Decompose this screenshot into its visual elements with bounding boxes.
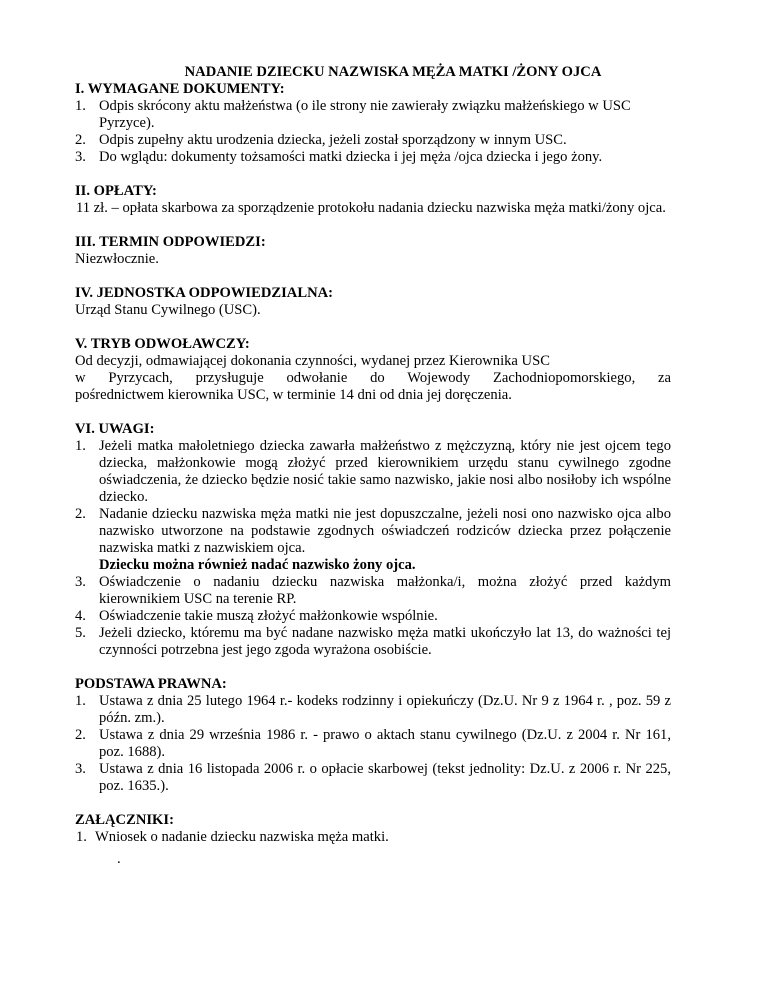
list-item-number: 3. [75,574,86,590]
required-documents-list [75,98,671,166]
section-required-documents [75,81,671,166]
fees-text: 11 zł. – opłata skarbowa za sporządzenie protokołu nadania dziecku nazwiska męża matki/żony ojca. [76,200,666,216]
list-item [76,829,671,846]
list-item-number: 1. [76,829,87,845]
list-item-text: Jeżeli dziecko, któremu ma być nadane nazwisko męża matki ukończyło lat 13, do ważności tej czynności potrzebna jest jego zgoda wyrażona osobiście. [99,625,671,658]
trailing-dot: . [117,851,121,867]
section-heading: PODSTAWA PRAWNA: [75,676,227,692]
section-heading: V. TRYB ODWOŁAWCZY: [75,336,250,352]
section-heading: VI. UWAGI: [75,421,155,437]
list-item [75,761,671,795]
list-item-number: 1. [75,693,86,709]
section-fees [75,183,671,217]
list-item [75,438,671,506]
section-legal-basis [75,676,671,795]
section-heading: ZAŁĄCZNIKI: [75,812,174,828]
list-item [75,98,671,132]
list-item-number: 2. [75,506,86,522]
list-item-bold-note: Dziecku można również nadać nazwisko żony ojca. [99,557,416,573]
appeal-text-line: w Pyrzycach, przysługuje odwołanie do Wojewody Zachodniopomorskiego, za [75,370,671,386]
list-item [75,625,671,659]
list-item-number: 5. [75,625,86,641]
list-item-text: Ustawa z dnia 16 listopada 2006 r. o opłacie skarbowej (tekst jednolity: Dz.U. z 2006 r. Nr 225, poz. 1635.). [99,761,671,794]
document-page [75,64,671,846]
list-item-text: Jeżeli matka małoletniego dziecka zawarła małżeństwo z mężczyzną, który nie jest ojcem tego dziecka, małżonkowie mogą złożyć przed kierownikiem urzędu stanu cywilnego zgodne oświadczenia, że dziecko będzie nosić takie samo nazwisko, jakie nosi albo nosiłoby ich wspólne dziecko. [99,438,671,505]
list-item-number: 2. [75,727,86,743]
section-response-time [75,234,671,268]
list-item-text: Ustawa z dnia 29 września 1986 r. - prawo o aktach stanu cywilnego (Dz.U. z 2004 r. Nr 161, poz. 1688). [99,727,671,760]
section-appeal-procedure [75,336,671,404]
list-item [75,149,671,166]
list-item-text: Ustawa z dnia 25 lutego 1964 r.- kodeks rodzinny i opiekuńczy (Dz.U. Nr 9 z 1964 r. , poz. 59 z późn. zm.). [99,693,671,726]
section-heading: IV. JEDNOSTKA ODPOWIEDZIALNA: [75,285,334,301]
list-item [75,693,671,727]
list-item-text: Nadanie dziecku nazwiska męża matki nie jest dopuszczalne, jeżeli nosi ono nazwisko ojca albo nazwisko utworzone na podstawie zgodnych oświadczeń rodziców dziecka przez połączenie nazwiska matki z nazwiskiem ojca. [99,506,671,556]
response-time-text: Niezwłocznie. [75,251,159,267]
section-heading: III. TERMIN ODPOWIEDZI: [75,234,266,250]
list-item-text: Odpis zupełny aktu urodzenia dziecka, jeżeli został sporządzony w innym USC. [99,132,567,148]
section-responsible-unit [75,285,671,319]
section-heading: I. WYMAGANE DOKUMENTY: [75,81,285,97]
list-item [75,574,671,608]
list-item-text: Oświadczenie o nadaniu dziecku nazwiska małżonka/i, można złożyć przed każdym kierownikiem USC na terenie RP. [99,574,671,607]
appeal-text-line: Od decyzji, odmawiającej dokonania czynności, wydanej przez Kierownika USC [75,353,550,369]
section-heading: II. OPŁATY: [75,183,157,199]
list-item [75,727,671,761]
list-item-number: 3. [75,761,86,777]
responsible-unit-text: Urząd Stanu Cywilnego (USC). [75,302,261,318]
list-item [75,132,671,149]
list-item-number: 3. [75,149,86,165]
section-attachments [75,812,671,846]
list-item [75,506,671,574]
list-item-text: Odpis skrócony aktu małżeństwa (o ile strony nie zawierały związku małżeńskiego w USC Pyrzyce). [99,98,631,131]
appeal-text-line: pośrednictwem kierownika USC, w terminie 14 dni od dnia jej doręczenia. [75,387,512,403]
list-item-number: 1. [75,438,86,454]
list-item-number: 1. [75,98,86,114]
attachments-list [75,829,671,846]
list-item-text: Wniosek o nadanie dziecku nazwiska męża matki. [95,829,389,845]
list-item-number: 4. [75,608,86,624]
legal-basis-list [75,693,671,795]
list-item-text: Do wglądu: dokumenty tożsamości matki dziecka i jej męża /ojca dziecka i jego żony. [99,149,603,165]
list-item-text: Oświadczenie takie muszą złożyć małżonkowie wspólnie. [99,608,438,624]
list-item [75,608,671,625]
list-item-number: 2. [75,132,86,148]
section-remarks [75,421,671,659]
remarks-list [75,438,671,659]
document-title: NADANIE DZIECKU NAZWISKA MĘŻA MATKI /ŻONY OJCA [184,64,602,80]
